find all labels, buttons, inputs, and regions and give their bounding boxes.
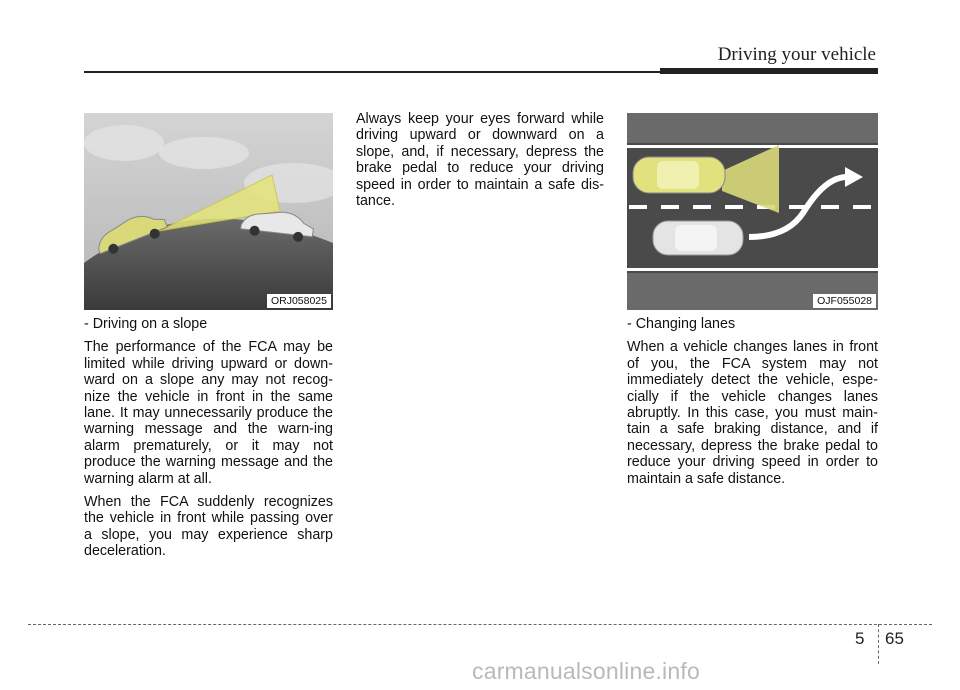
page-number: 65 [885,629,904,648]
watermark: carmanualsonline.info [472,658,700,684]
chapter-number: 5 [855,629,865,648]
lane-change-illustration [627,113,878,310]
slope-scene-graphic [84,113,333,310]
figure-code: ORJ058025 [267,294,331,308]
body-paragraph: When the FCA suddenly recognizes the vehicle in front while passing over a slope, you may experience sharp deceleration. [84,494,333,560]
header-rule [84,71,660,73]
header-rule-accent [660,68,878,74]
middle-column [356,111,604,216]
page-number-divider [878,624,879,664]
lane-change-scene-graphic [627,113,878,310]
body-paragraph: When a vehicle changes lanes in front of you, the FCA system may not immediately detect the vehicle, espe-cially if the vehicle changes lanes abruptly. In this case, you must main-tain a safe braking distance, and if necessary, depress the brake pedal to reduce your driving speed in order to maintain a safe distance. [627,339,878,487]
body-paragraph: Always keep your eyes forward while driving upward or downward on a slope, and, if necessary, depress the brake pedal to reduce your driving speed in order to maintain a safe dis-tance. [356,111,604,210]
left-column [84,316,333,567]
right-column [627,316,878,494]
body-paragraph: The performance of the FCA may be limited while driving upward or down-ward on a slope any may not recog-nize the vehicle in front in the same lane. It may unnecessarily produce the warning message and the warn-ing alarm prematurely, or it may not produce the warning message and the warning alarm at all. [84,339,333,487]
merging-car [653,221,743,255]
footer-rule [28,624,932,625]
figure-caption: - Driving on a slope [84,316,208,332]
figure-code: OJF055028 [813,294,876,308]
own-car [633,157,725,193]
section-title: Driving your vehicle [717,44,876,65]
figure-caption: - Changing lanes [627,316,736,332]
slope-illustration [84,113,333,310]
